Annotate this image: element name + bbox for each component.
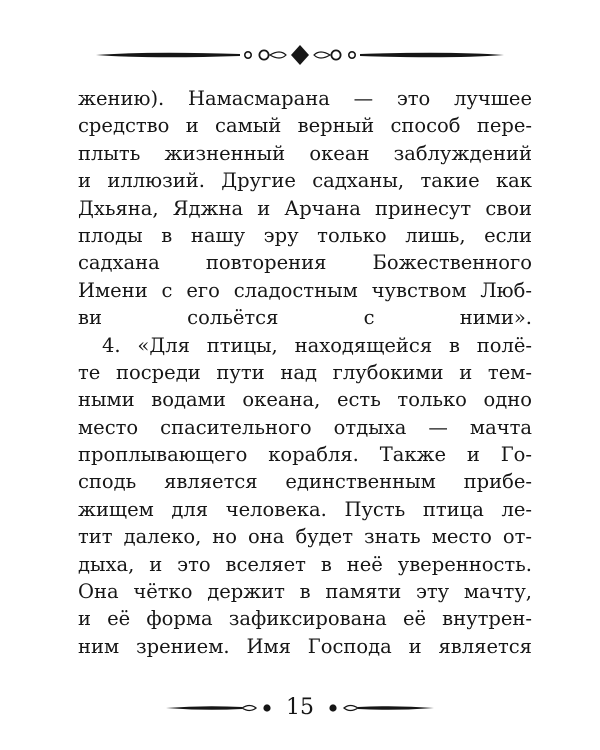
right-flourish-ornament <box>326 698 436 718</box>
text-line: и её форма зафиксирована её внутрен- <box>78 607 532 631</box>
text-line: тит далеко, но она будет знать место от- <box>78 525 532 549</box>
text-line: сподь является единственным прибе- <box>78 470 532 494</box>
text-line: жищем для человека. Пусть птица ле- <box>78 497 532 521</box>
text-line: Дхьяна, Яджна и Арчана принесут свои <box>78 196 532 220</box>
text-line: садхана повторения Божественного <box>78 251 532 275</box>
page-number: 15 <box>286 695 314 720</box>
paragraph-start-line: 4. «Для птицы, находящейся в полё- <box>102 333 532 357</box>
text-line: жению). Намасмарана — это лучшее <box>78 87 532 110</box>
text-line: плыть жизненный океан заблуждений <box>78 141 532 165</box>
text-line: проплывающего корабля. Также и Го- <box>78 443 532 467</box>
text-line: ним зрением. Имя Господа и является <box>78 634 532 658</box>
body-text <box>78 85 532 660</box>
text-line: те посреди пути над глубокими и тем- <box>78 360 532 384</box>
text-line: место спасительного отдыха — мачта <box>78 415 532 439</box>
text-line: плоды в нашу эру только лишь, если <box>78 223 532 247</box>
text-line: средство и самый верный способ пере- <box>78 114 532 138</box>
page-footer <box>0 690 600 726</box>
top-flourish-ornament <box>90 40 510 70</box>
left-flourish-ornament <box>164 698 274 718</box>
text-line: ви сольётся с ними». <box>78 306 532 330</box>
text-line: Она чётко держит в памяти эту мачту, <box>78 580 532 604</box>
text-line: ными водами океана, есть только одно <box>78 388 532 412</box>
text-line: и иллюзий. Другие садханы, такие как <box>78 169 532 193</box>
text-line: дыха, и это вселяет в неё уверенность. <box>78 552 532 576</box>
text-line: Имени с его сладостным чувством Люб- <box>78 278 532 302</box>
